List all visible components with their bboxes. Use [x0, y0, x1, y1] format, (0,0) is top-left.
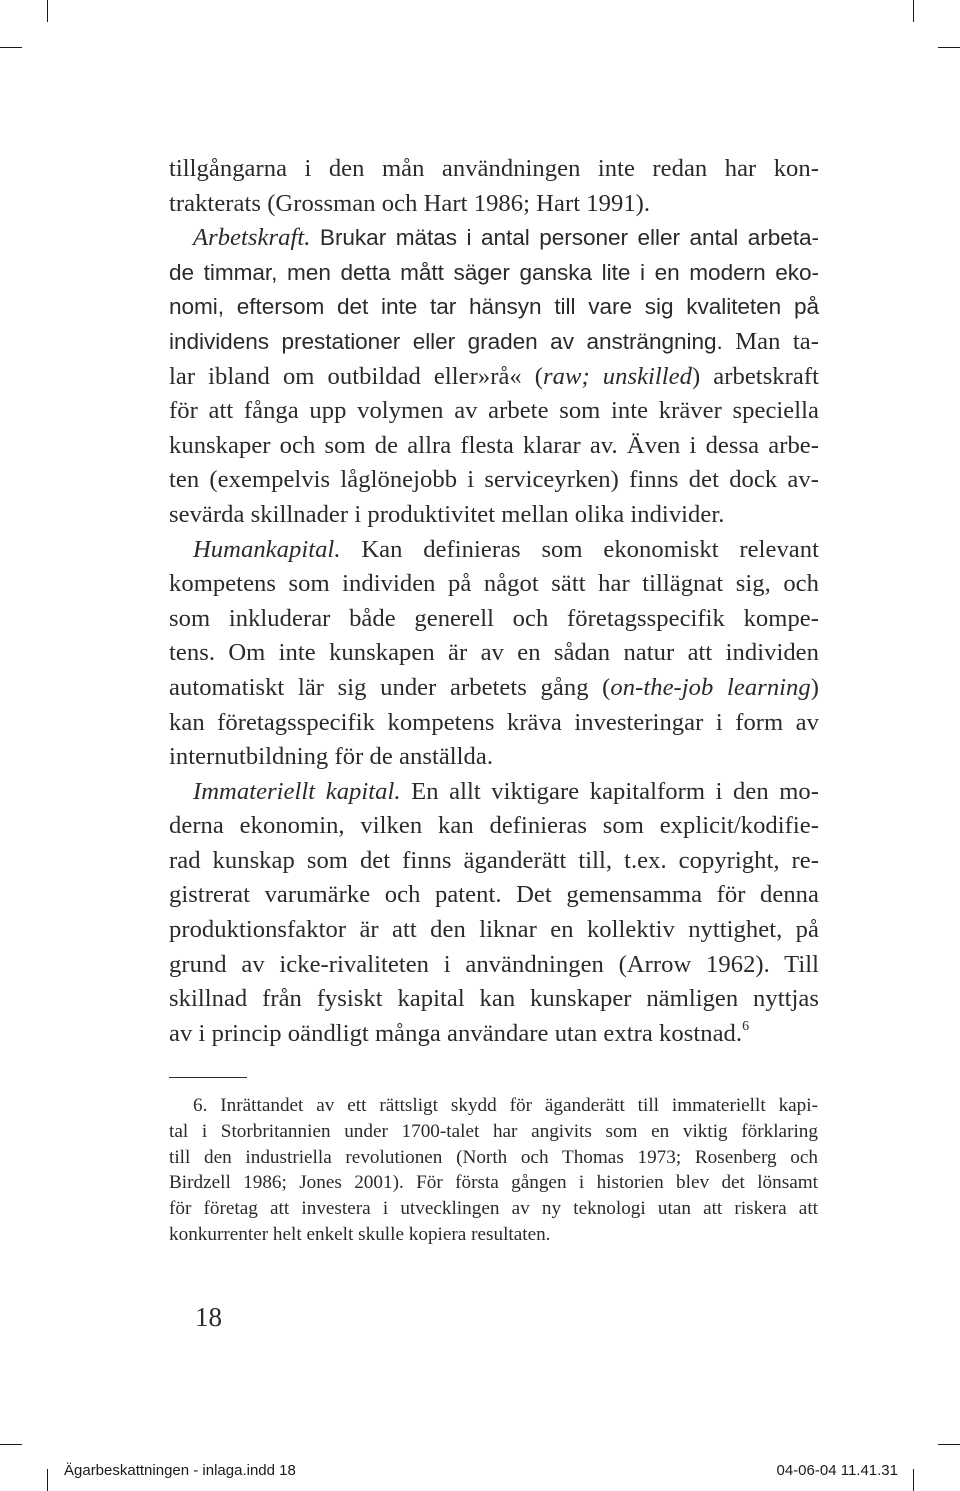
text-line: kan företagsspecifik kompetens kräva investeringar i form av [169, 708, 819, 736]
crop-mark [938, 47, 960, 48]
term-raw-unskilled: raw; unskilled [543, 362, 692, 390]
text-line: tens. Om inte kunskapen är av en sådan natur att individen [169, 639, 819, 667]
footnote-line: till den industriella revolutionen (North och Thomas 1973; Rosenberg och [169, 1146, 818, 1168]
crop-mark [913, 1469, 914, 1491]
heading-humankapital: Humankapital. [193, 535, 341, 563]
text-line: internutbildning för de anställda. [169, 743, 494, 771]
text-segment: automatiskt lär sig under arbetets gång ( [169, 673, 611, 701]
text-line [169, 671, 819, 706]
crop-mark [913, 0, 914, 22]
text-line: grund av icke-rivaliteten i användningen (Arrow 1962). Till [169, 950, 819, 978]
crop-mark [0, 1444, 22, 1445]
text-line: skillnad från fysiskt kapital kan kunskaper nämligen nyttjas [169, 985, 819, 1013]
crop-mark [47, 1469, 48, 1491]
footnote-line: 6. Inrättandet av ett rättsligt skydd för äganderätt till immateriellt kapi- [193, 1095, 818, 1116]
text-segment: av i princip oändligt många användare utan extra kostnad. [169, 1019, 743, 1047]
text-line [169, 1017, 819, 1052]
text-segment: Kan definieras som ekonomiskt relevant [361, 535, 819, 563]
footnote-rule [169, 1077, 247, 1078]
slug-filename: Ägarbeskattningen - inlaga.indd 18 [64, 1462, 296, 1479]
text-line: tillgångarna i den mån användningen inte redan har kon- [169, 155, 819, 182]
footnote-line: för företag att investera i utvecklingen av ny teknologi utan att riskera att [169, 1198, 818, 1220]
crop-mark [47, 0, 48, 22]
text-segment: ) [810, 673, 819, 701]
text-line: derna ekonomin, vilken kan definieras som explicit/kodifie- [169, 812, 819, 840]
text-line: trakterats (Grossman och Hart 1986; Hart 1991). [169, 189, 651, 217]
text-line: rad kunskap som det finns äganderätt till, t.ex. copyright, re- [169, 846, 819, 874]
text-line: för att fånga upp volymen av arbete som inte kräver speciella [169, 397, 819, 425]
text-segment: Brukar mätas i antal personer eller antal arbeta- [319, 225, 819, 251]
text-line: de timmar, men detta mått säger ganska lite i en modern eko- [169, 259, 819, 285]
text-line: produktionsfaktor är att den liknar en kollektiv nyttighet, på [169, 916, 819, 944]
text-segment: Man ta- [735, 327, 820, 355]
footnote-line: tal i Storbritannien under 1700-talet har angivits som en viktig förklaring [169, 1120, 818, 1142]
text-line [169, 360, 819, 395]
text-line: sevärda skillnader i produktivitet mellan olika individer. [169, 500, 725, 528]
footnote-reference[interactable]: 6 [742, 1018, 750, 1034]
page-number: 18 [195, 1302, 222, 1332]
text-segment: ) arbetskraft [692, 362, 819, 390]
text-line [169, 533, 819, 568]
term-on-the-job-learning: on-the-job learning [610, 673, 811, 701]
text-line: kompetens som individen på något sätt har tillägnat sig, och [169, 570, 819, 598]
heading-arbetskraft: Arbetskraft. [193, 224, 311, 252]
footnote [169, 1093, 818, 1248]
body-text [169, 152, 819, 1051]
slug-datetime: 04-06-04 11.41.31 [776, 1462, 898, 1479]
text-segment: lar ibland om outbildad eller»rå« ( [169, 362, 544, 390]
crop-mark [0, 47, 22, 48]
crop-mark [938, 1444, 960, 1445]
footnote-line: Birdzell 1986; Jones 2001). För första gången i historien blev det lönsamt [169, 1172, 818, 1194]
text-line [169, 775, 819, 810]
text-line: gistrerat varumärke och patent. Det gemensamma för denna [169, 881, 819, 909]
text-line [169, 221, 819, 256]
text-segment: individens prestationer eller graden av ansträngning. [169, 328, 723, 354]
footnote-line: konkurrenter helt enkelt skulle kopiera resultaten. [169, 1223, 551, 1245]
text-line [169, 325, 819, 360]
heading-immateriellt-kapital: Immateriellt kapital. [193, 777, 401, 805]
text-line: ten (exempelvis låglönejobb i serviceyrken) finns det dock av- [169, 466, 819, 494]
text-line: som inkluderar både generell och företagsspecifik kompe- [169, 604, 819, 632]
text-segment: En allt viktigare kapitalform i den mo- [411, 777, 819, 805]
text-line: nomi, eftersom det inte tar hänsyn till vare sig kvaliteten på [169, 294, 819, 320]
text-line: kunskaper och som de allra flesta klarar av. Även i dessa arbe- [169, 431, 819, 459]
